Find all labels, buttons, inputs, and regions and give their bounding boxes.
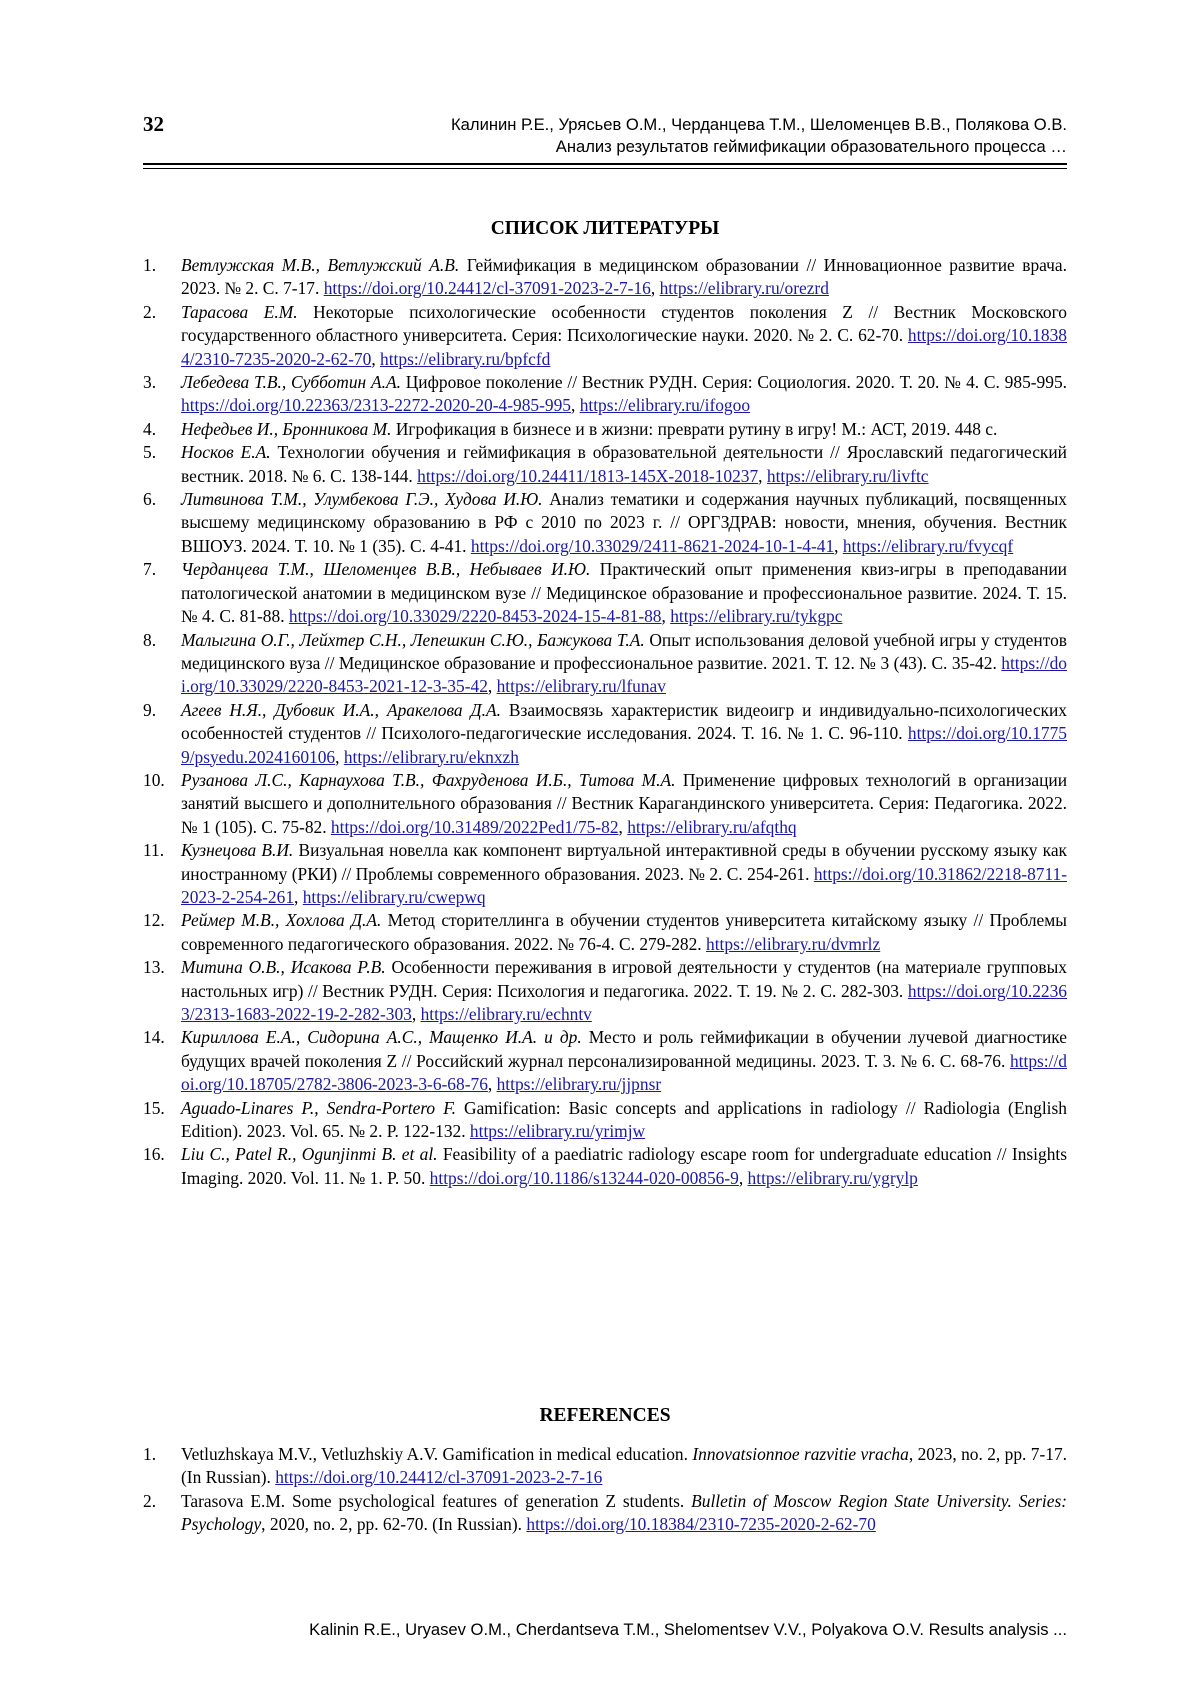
reference-text: Gamification: Basic concepts and applications in radiology // Radiologia (English Edition). 2023. Vol. 65. № 2. P. 122-132. (181, 1097, 1067, 1142)
en-reference-list (143, 1443, 1067, 1537)
reference-link[interactable]: https://doi.org/10.1186/s13244-020-00856-9 (429, 1167, 739, 1188)
reference-number: 4. (143, 418, 157, 439)
reference-authors: Рузанова Л.С., Карнаухова Т.В., Фахруденова И.Б., Титова М.А. (181, 769, 676, 790)
reference-link[interactable]: https://doi.org/10.22363/2313-2272-2020-20-4-985-995 (181, 395, 571, 416)
reference-text: Геймификация в медицинском образовании // Инновационное развитие врача. 2023. № 2. С. 7-17. (181, 255, 1067, 299)
reference-item: 13. Митина О.В., Исакова Р.В. Особенности переживания в игровой деятельности у студентов (на материале групповых настольных игр) // Вестник РУДН. Серия: Психология и педагогика. 2022. Т. 19. № 2. С. 282-303. https://doi.org/10.22363/2313-1683-2022-19-2-282-303, https://elibrary.ru/echntv (143, 957, 1067, 1024)
reference-number: 8. (143, 629, 157, 650)
reference-journal: Innovatsionnoe razvitie vracha (692, 1444, 909, 1464)
reference-text: Vetluzhskaya M.V., Vetluzhskiy A.V. Gamification in medical education. (181, 1444, 693, 1464)
reference-link[interactable]: https://doi.org/10.18384/2310-7235-2020-2-62-70 (526, 1514, 876, 1535)
reference-item (143, 909, 1067, 956)
reference-item (143, 1097, 1067, 1144)
reference-item (143, 1443, 1067, 1490)
reference-details: , 2023, no. 2, pp. 7-17. (In Russian). (181, 1444, 1068, 1488)
reference-item: 14. Кириллова Е.А., Сидорина А.С., Мащенко И.А. и др. Место и роль геймификации в обучении лучевой диагностике будущих врачей поколения Z // Российский журнал персонализированной медицины. 2023. Т. 3. № 6. С. 68-76. https://doi.org/10.18705/2782-3806-2023-3-6-68-76, https://elibrary.ru/jjpnsr (143, 1027, 1067, 1095)
reference-authors: Кузнецова В.И. (181, 840, 294, 861)
en-references-title: REFERENCES (539, 1405, 671, 1426)
header-article-title: Анализ результатов геймификации образовательного процесса … (555, 137, 1067, 156)
reference-item: 16. Liu C., Patel R., Ogunjinmi B. et al. Feasibility of a paediatric radiology escape room for undergraduate education // Insights Imaging. 2020. Vol. 11. № 1. P. 50. https://doi.org/10.1186/s13244-020-00856-9, https://elibrary.ru/ygrylp (143, 1144, 1067, 1188)
reference-authors: Кириллова Е.А., Сидорина А.С., Мащенко И.А. и др. (181, 1027, 582, 1048)
reference-link[interactable]: https://doi.org/10.18705/2782-3806-2023-3-6-68-76 (181, 1050, 1067, 1095)
reference-text: Некоторые психологические особенности студентов поколения Z // Вестник Московского государственного областного университета. Серия: Психологические науки. 2020. № 2. С. 62-70. (181, 301, 1067, 346)
ru-reference-list (143, 254, 1067, 1190)
reference-link[interactable]: https://elibrary.ru/livftc (766, 465, 929, 486)
reference-text: Визуальная новелла как компонент виртуальной интерактивной среды в обучении русскому языку как иностранному (РКИ) // Проблемы современного образования. 2023. № 2. С. 254-261. (181, 840, 1067, 884)
reference-link[interactable]: https://elibrary.ru/yrimjw (469, 1121, 646, 1142)
reference-number: 10. (143, 769, 165, 790)
reference-link[interactable]: https://elibrary.ru/ygrylp (747, 1167, 918, 1188)
reference-link[interactable]: https://doi.org/10.33029/2411-8621-2024-10-1-4-41 (470, 535, 835, 556)
reference-text: Особенности переживания в игровой деятельности у студентов (на материале групповых настольных игр) // Вестник РУДН. Серия: Психология и педагогика. 2022. Т. 19. № 2. С. 282-303. (181, 957, 1067, 1001)
reference-text: Цифровое поколение // Вестник РУДН. Серия: Социология. 2020. Т. 20. № 4. С. 985-995. (405, 372, 1067, 393)
reference-number: 3. (143, 372, 157, 393)
reference-link[interactable]: https://elibrary.ru/dvmrlz (706, 933, 881, 954)
running-footer: Kalinin R.E., Uryasev O.M., Cherdantseva T.M., Shelomentsev V.V., Polyakova O.V. Results analysis ... (309, 1620, 1067, 1639)
reference-item: 3. Лебедева Т.В., Субботин А.А. Цифровое поколение // Вестник РУДН. Серия: Социология. 2020. Т. 20. № 4. С. 985-995. https://doi.org/10.22363/2313-2272-2020-20-4-985-995, https://elibrary.ru/ifogoo (143, 372, 1067, 416)
reference-number: 9. (143, 699, 157, 720)
reference-link[interactable]: https://elibrary.ru/cwepwq (302, 886, 486, 907)
reference-authors: Носков Е.А. (181, 442, 271, 463)
reference-link[interactable]: https://doi.org/10.24412/cl-37091-2023-2-7-16 (275, 1467, 603, 1488)
reference-item: 10. Рузанова Л.С., Карнаухова Т.В., Фахруденова И.Б., Титова М.А. Применение цифровых технологий в организации занятий высшего и дополнительного образования // Вестник Карагандинского университета. Серия: Педагогика. 2022. № 1 (105). С. 75-82. https://doi.org/10.31489/2022Ped1/75-82, https://elibrary.ru/afqthq (143, 769, 1067, 837)
reference-journal: Bulletin of Moscow Region State University. Series: Psychology (181, 1490, 1068, 1535)
reference-text: Tarasova E.M. Some psychological features of generation Z students. (181, 1490, 692, 1511)
reference-item: 5. Носков Е.А. Технологии обучения и геймификация в образовательной деятельности // Ярославский педагогический вестник. 2018. № 6. С. 138-144. https://doi.org/10.24411/1813-145X-2018-10237, https://elibrary.ru/livftc (143, 442, 1067, 486)
reference-link[interactable]: https://doi.org/10.31862/2218-8711-2023-2-254-261 (181, 863, 1067, 907)
reference-link[interactable]: https://elibrary.ru/echntv (420, 1004, 592, 1024)
reference-link[interactable]: https://elibrary.ru/fvycqf (842, 535, 1014, 556)
reference-item: 8. Малыгина О.Г., Лейхтер С.Н., Лепешкин С.Ю., Бажукова Т.А. Опыт использования деловой учебной игры у студентов медицинского вуза // Медицинское образование и профессиональное развитие. 2021. Т. 12. № 3 (43). С. 35-42. https://doi.org/10.33029/2220-8453-2021-12-3-35-42, https://elibrary.ru/lfunav (143, 629, 1067, 697)
header-rule-thick (143, 163, 1067, 165)
reference-number: 12. (143, 910, 165, 931)
reference-text: Анализ тематики и содержания научных публикаций, посвященных высшему медицинскому образованию в РФ с 2010 по 2023 г. // ОРГЗДРАВ: новости, мнения, обучения. Вестник ВШОУЗ. 2024. Т. 10. № 1 (35). С. 4-41. (181, 489, 1067, 556)
reference-number: 14. (143, 1027, 165, 1048)
header-rule-thin (143, 168, 1067, 169)
reference-authors: Тарасова Е.М. (181, 301, 298, 322)
reference-number: 7. (143, 559, 157, 580)
reference-link[interactable]: https://doi.org/10.33029/2220-8453-2024-15-4-81-88 (288, 606, 662, 627)
reference-number: 1. (143, 1444, 157, 1464)
reference-item (143, 1490, 1067, 1537)
ru-references-title: СПИСОК ЛИТЕРАТУРЫ (490, 218, 720, 239)
reference-link[interactable]: https://doi.org/10.18384/2310-7235-2020-2-62-70 (181, 325, 1067, 369)
reference-details: , 2020, no. 2, pp. 62-70. (In Russian). (261, 1514, 527, 1535)
reference-text: Применение цифровых технологий в организации занятий высшего и дополнительного образования // Вестник Карагандинского университета. Серия: Педагогика. 2022. № 1 (105). С. 75-82. (181, 769, 1067, 837)
reference-link[interactable]: https://doi.org/10.17759/psyedu.2024160106 (181, 723, 1067, 767)
reference-link[interactable]: https://elibrary.ru/afqthq (627, 816, 797, 837)
reference-number: 16. (143, 1144, 165, 1165)
reference-authors: Liu C., Patel R., Ogunjinmi B. et al. (181, 1144, 438, 1165)
reference-number: 1. (143, 255, 157, 275)
reference-number: 6. (143, 489, 157, 510)
reference-link[interactable]: https://elibrary.ru/orezrd (659, 278, 829, 299)
reference-authors: Лебедева Т.В., Субботин А.А. (181, 372, 401, 393)
reference-authors: Aguado-Linares P., Sendra-Portero F. (181, 1097, 456, 1118)
reference-item (143, 418, 1067, 441)
reference-number: 13. (143, 957, 165, 978)
reference-text: Метод сторителлинга в обучении студентов университета китайскому языку // Проблемы современного педагогического образования. 2022. № 76-4. С. 279-282. (181, 910, 1067, 954)
reference-link[interactable]: https://elibrary.ru/bpfcfd (380, 348, 551, 369)
reference-text: Место и роль геймификации в обучении лучевой диагностике будущих врачей поколения Z // Российский журнал персонализированной медицины. 2023. Т. 3. № 6. С. 68-76. (181, 1027, 1067, 1071)
reference-text: Практический опыт применения квиз-игры в преподавании патологической анатомии в медицинском вузе // Медицинское образование и профессиональное развитие. 2024. Т. 15. № 4. С. 81-88. (181, 559, 1067, 627)
reference-link[interactable]: https://doi.org/10.22363/2313-1683-2022-19-2-282-303 (181, 980, 1067, 1024)
reference-number: 5. (143, 442, 157, 463)
reference-text: Опыт использования деловой учебной игры у студентов медицинского вуза // Медицинское образование и профессиональное развитие. 2021. Т. 12. № 3 (43). С. 35-42. (181, 629, 1067, 673)
reference-authors: Черданцева Т.М., Шеломенцев В.В., Небываев И.Ю. (181, 559, 591, 580)
reference-text: Технологии обучения и геймификация в образовательной деятельности // Ярославский педагогический вестник. 2018. № 6. С. 138-144. (181, 442, 1067, 486)
reference-authors: Малыгина О.Г., Лейхтер С.Н., Лепешкин С.Ю., Бажукова Т.А. (181, 629, 645, 650)
reference-link[interactable]: https://elibrary.ru/eknxzh (343, 746, 519, 767)
reference-link[interactable]: https://elibrary.ru/ifogoo (579, 395, 751, 416)
reference-number: 2. (143, 301, 157, 322)
reference-link[interactable]: https://elibrary.ru/jjpnsr (496, 1074, 662, 1095)
page-number: 32 (143, 112, 164, 136)
reference-authors: Нефедьев И., Бронникова М. (181, 418, 392, 439)
reference-link[interactable]: https://elibrary.ru/lfunav (496, 676, 666, 697)
reference-link[interactable]: https://doi.org/10.31489/2022Ped1/75-82 (330, 816, 619, 837)
reference-authors: Митина О.В., Исакова Р.В. (181, 957, 386, 978)
header-authors: Калинин Р.Е., Урясьев О.М., Черданцева Т.М., Шеломенцев В.В., Полякова О.В. (451, 115, 1067, 134)
reference-link[interactable]: https://doi.org/10.24411/1813-145X-2018-10237 (417, 465, 759, 486)
reference-text: Игрофикация в бизнесе и в жизни: преврати рутину в игру! М.: АСТ, 2019. 448 с. (395, 418, 998, 439)
header-citation (451, 114, 1067, 158)
reference-text: Взаимосвязь характеристик видеоигр и индивидуально-психологических особенностей студентов // Психолого-педагогические исследования. 2024. Т. 16. № 1. С. 96-110. (181, 699, 1067, 744)
reference-link[interactable]: https://elibrary.ru/tykgpc (670, 606, 843, 627)
reference-authors: Ветлужская М.В., Ветлужский А.В. (181, 255, 460, 275)
reference-number: 2. (143, 1490, 157, 1511)
reference-authors: Литвинова Т.М., Улумбекова Г.Э., Худова И.Ю. (181, 489, 543, 510)
reference-link[interactable]: https://doi.org/10.33029/2220-8453-2021-12-3-35-42 (181, 652, 1067, 697)
reference-link[interactable]: https://doi.org/10.24412/cl-37091-2023-2-7-16 (323, 278, 651, 299)
reference-item: 1. Ветлужская М.В., Ветлужский А.В. Геймификация в медицинском образовании // Инновационное развитие врача. 2023. № 2. С. 7-17. https://doi.org/10.24412/cl-37091-2023-2-7-16, https://elibrary.ru/orezrd (143, 255, 1067, 299)
reference-item: 11. Кузнецова В.И. Визуальная новелла как компонент виртуальной интерактивной среды в обучении русскому языку как иностранному (РКИ) // Проблемы современного образования. 2023. № 2. С. 254-261. https://doi.org/10.31862/2218-8711-2023-2-254-261, https://elibrary.ru/cwepwq (143, 840, 1067, 907)
reference-item: 9. Агеев Н.Я., Дубовик И.А., Аракелова Д.А. Взаимосвязь характеристик видеоигр и индивидуально-психологических особенностей студентов // Психолого-педагогические исследования. 2024. Т. 16. № 1. С. 96-110. https://doi.org/10.17759/psyedu.2024160106, https://elibrary.ru/eknxzh (143, 699, 1067, 767)
reference-item: 2. Тарасова Е.М. Некоторые психологические особенности студентов поколения Z // Вестник Московского государственного областного университета. Серия: Психологические науки. 2020. № 2. С. 62-70. https://doi.org/10.18384/2310-7235-2020-2-62-70, https://elibrary.ru/bpfcfd (143, 301, 1067, 369)
reference-number: 11. (143, 840, 165, 861)
reference-text: Feasibility of a paediatric radiology escape room for undergraduate education // Insights Imaging. 2020. Vol. 11. № 1. P. 50. (181, 1144, 1067, 1188)
reference-item: 6. Литвинова Т.М., Улумбекова Г.Э., Худова И.Ю. Анализ тематики и содержания научных публикаций, посвященных высшему медицинскому образованию в РФ с 2010 по 2023 г. // ОРГЗДРАВ: новости, мнения, обучения. Вестник ВШОУЗ. 2024. Т. 10. № 1 (35). С. 4-41. https://doi.org/10.33029/2411-8621-2024-10-1-4-41, https://elibrary.ru/fvycqf (143, 489, 1067, 556)
reference-authors: Агеев Н.Я., Дубовик И.А., Аракелова Д.А. (181, 699, 501, 720)
reference-number: 15. (143, 1097, 165, 1118)
reference-authors: Реймер М.В., Хохлова Д.А. (181, 910, 382, 931)
reference-item: 7. Черданцева Т.М., Шеломенцев В.В., Небываев И.Ю. Практический опыт применения квиз-игры в преподавании патологической анатомии в медицинском вузе // Медицинское образование и профессиональное развитие. 2024. Т. 15. № 4. С. 81-88. https://doi.org/10.33029/2220-8453-2024-15-4-81-88, https://elibrary.ru/tykgpc (143, 559, 1067, 627)
